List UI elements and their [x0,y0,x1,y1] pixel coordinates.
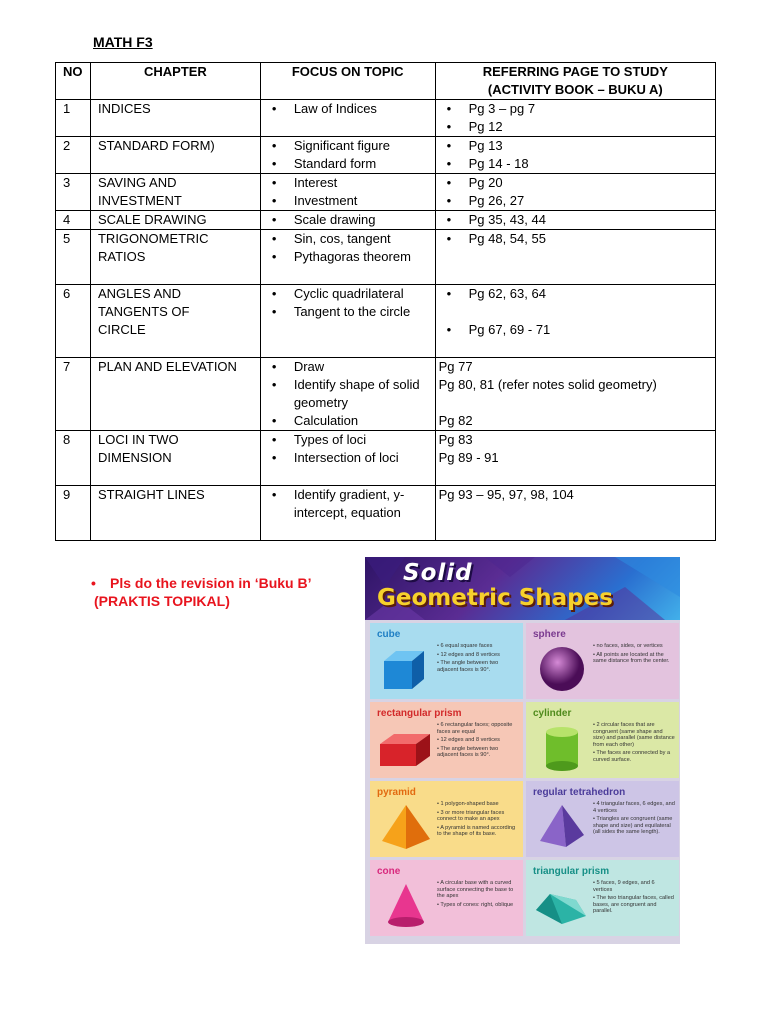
panel-fact: • 2 circular faces that are congruent (same shape and size) and parallel (same distance from each other) [593,722,675,748]
chapter-line: STANDARD FORM) [97,138,215,153]
note-line-1: Pls do the revision in ‘Buku B’ [110,575,312,591]
regular-tetrahedron-shape-icon [532,801,592,853]
chapter-line: PLAN AND ELEVATION [97,359,237,374]
chapter-line: TANGENTS OF [97,304,190,319]
panel-title: cube [377,629,401,640]
focus-item: • Types of loci [294,431,431,449]
poster-panel-regular-tetrahedron [526,781,679,857]
cell-no: 4 [56,211,91,230]
header-chapter: CHAPTER [90,63,260,100]
reference-line: Pg 82 [438,413,473,428]
focus-item: • Tangent to the circle [294,303,431,321]
cell-focus [260,137,435,174]
panel-fact: • A pyramid is named according to the shape of its base. [437,824,516,838]
focus-item: • Cyclic quadrilateral [294,285,431,303]
panel-title: cylinder [533,708,572,719]
cell-reference [435,137,715,174]
focus-item: • Significant figure [294,137,431,155]
panel-fact: • no faces, sides, or vertices [593,643,663,649]
header-reference-line2: (ACTIVITY BOOK – BUKU A) [487,82,663,97]
triangular-prism-shape-icon [532,880,592,932]
cell-reference [435,486,715,541]
cell-no: 2 [56,137,91,174]
chapter-line: TRIGONOMETRIC [97,231,209,246]
table-row [56,358,716,431]
panel-fact: • The faces are connected by a curved surface. [593,750,671,763]
reference-line: Pg 83 [438,432,473,447]
panel-fact: • 6 equal square faces [437,643,493,649]
cell-no: 8 [56,431,91,486]
cell-focus [260,230,435,285]
poster-panel-cylinder [526,702,679,778]
rectangular-prism-shape-icon [376,722,436,774]
panel-fact: • 3 or more triangular faces connect to make an apex [437,809,505,823]
reference-item: • Pg 26, 27 [469,192,711,210]
chapter-line: LOCI IN TWO [97,432,179,447]
reference-item: • Pg 48, 54, 55 [469,230,711,248]
chapter-line: CIRCLE [97,322,146,337]
cell-chapter [90,174,260,211]
focus-item: • Standard form [294,155,431,173]
panel-description [437,801,519,840]
page-title: MATH F3 [93,34,153,50]
sphere-shape-icon [532,643,592,695]
focus-item: • Pythagoras theorem [294,248,431,266]
chapter-line: ANGLES AND [97,286,182,301]
focus-item: • Intersection of loci [294,449,431,467]
chapter-line: STRAIGHT LINES [97,487,205,502]
cell-no: 7 [56,358,91,431]
poster-panel-sphere [526,623,679,699]
cell-focus [260,100,435,137]
reference-item: • Pg 13 [469,137,711,155]
poster-title-solid: Solid [403,560,473,586]
header-focus: FOCUS ON TOPIC [260,63,435,100]
cell-focus [260,431,435,486]
cell-reference [435,211,715,230]
cell-no: 5 [56,230,91,285]
panel-description [437,880,519,910]
reference-item: • Pg 35, 43, 44 [469,211,711,229]
cone-shape-icon [376,880,436,932]
panel-description [437,722,519,761]
solid-shapes-poster [365,557,680,944]
focus-item: • Investment [294,192,431,210]
reference-line: Pg 93 – 95, 97, 98, 104 [438,487,574,502]
focus-item: • Sin, cos, tangent [294,230,431,248]
table-row [56,137,716,174]
reference-item: • Pg 3 – pg 7 [469,100,711,118]
spacer [469,303,711,321]
cell-focus [260,358,435,431]
study-plan-table [55,62,716,541]
poster-title-geometric-shapes: Geometric Shapes [377,585,613,611]
cylinder-shape-icon [532,722,592,774]
reference-line: Pg 89 - 91 [438,450,499,465]
cell-no: 3 [56,174,91,211]
table-row [56,230,716,285]
reference-item: • Pg 67, 69 - 71 [469,321,711,339]
panel-fact: • The two triangular faces, called bases, are congruent and parallel. [593,895,674,915]
table-body [56,100,716,541]
cell-no: 6 [56,285,91,358]
panel-fact: • A circular base with a curved surface connecting the base to the apex [437,880,514,900]
table-row [56,174,716,211]
poster-panel-cube [370,623,523,699]
reference-item: • Pg 62, 63, 64 [469,285,711,303]
panel-fact: • Triangles are congruent (same shape and size) and equilateral (all sides the same length). [593,816,673,836]
cell-no: 1 [56,100,91,137]
panel-fact: • Types of cones: right, oblique [437,901,514,908]
focus-item: • Draw [294,358,431,376]
cell-focus [260,174,435,211]
header-reference-line1: REFERRING PAGE TO STUDY [482,64,668,79]
reference-line: Pg 77 [438,359,473,374]
cell-chapter [90,285,260,358]
poster-panel-triangular-prism [526,860,679,936]
cell-reference [435,285,715,358]
cell-chapter [90,230,260,285]
table-row [56,431,716,486]
reference-line: Pg 80, 81 (refer notes solid geometry) [438,377,657,392]
poster-panel-cone [370,860,523,936]
panel-title: rectangular prism [377,708,462,719]
chapter-line: DIMENSION [97,450,172,465]
chapter-line: SCALE DRAWING [97,212,207,227]
focus-item: • Scale drawing [294,211,431,229]
panel-description [437,643,519,675]
panel-fact: • The angle between two adjacent faces is 90°. [437,660,499,673]
focus-item: • Identify shape of solid geometry [294,376,431,412]
poster-header [365,557,680,620]
header-reference [435,63,715,100]
revision-note [91,574,312,610]
cell-chapter [90,431,260,486]
focus-item: • Law of Indices [294,100,431,118]
panel-fact: • 12 edges and 8 vertices [437,651,500,658]
panel-fact: • 12 edges and 8 vertices [437,737,500,744]
cell-reference [435,100,715,137]
note-bullet-icon: • [91,575,96,591]
focus-item: • Interest [294,174,431,192]
panel-title: pyramid [377,787,416,798]
cell-focus [260,211,435,230]
table-row [56,285,716,358]
cell-focus [260,486,435,541]
panel-description [593,643,675,667]
cell-reference [435,431,715,486]
cube-shape-icon [376,643,436,695]
poster-panel-rectangular-prism [370,702,523,778]
reference-item: • Pg 20 [469,174,711,192]
cell-chapter [90,100,260,137]
chapter-line: INVESTMENT [97,193,182,208]
cell-chapter [90,486,260,541]
cell-reference [435,358,715,431]
table-header-row [56,63,716,100]
panel-title: regular tetrahedron [533,787,626,798]
panel-title: triangular prism [533,866,610,877]
pyramid-shape-icon [376,801,436,853]
cell-reference [435,174,715,211]
focus-item: • Identify gradient, y-intercept, equation [294,486,431,522]
cell-chapter [90,211,260,230]
panel-description [593,801,675,838]
panel-fact: • All points are located at the same distance from the center. [593,651,670,665]
table-row [56,100,716,137]
cell-chapter [90,358,260,431]
table-row [56,211,716,230]
panel-description [593,722,675,766]
note-line-2: (PRAKTIS TOPIKAL) [94,593,230,609]
panel-fact: • The angle between two adjacent faces is 90°. [437,745,499,759]
poster-panel-pyramid [370,781,523,857]
panel-fact: • 4 triangular faces, 6 edges, and 4 vertices [593,801,675,814]
cell-chapter [90,137,260,174]
reference-item: • Pg 12 [469,118,711,136]
panel-fact: • 1 polygon-shaped base [437,801,499,807]
panel-title: sphere [533,629,566,640]
table-row [56,486,716,541]
cell-focus [260,285,435,358]
reference-line [439,394,711,412]
cell-no: 9 [56,486,91,541]
panel-description [593,880,675,917]
chapter-line: SAVING AND [97,175,177,190]
cell-reference [435,230,715,285]
panel-fact: • 6 rectangular faces; opposite faces are equal [437,722,513,735]
panel-fact: • 5 faces, 9 edges, and 6 vertices [593,880,655,893]
panel-title: cone [377,866,401,877]
chapter-line: INDICES [97,101,151,116]
focus-item: • Calculation [294,412,431,430]
chapter-line: RATIOS [97,249,146,264]
reference-item: • Pg 14 - 18 [469,155,711,173]
header-no: NO [56,63,91,100]
